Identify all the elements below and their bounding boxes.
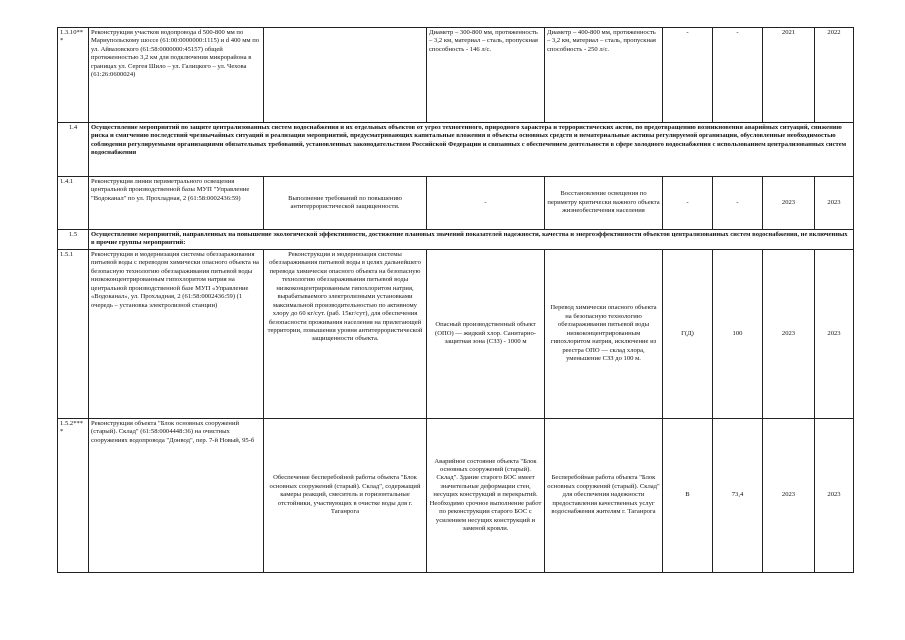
end-year: 2023 xyxy=(815,419,854,573)
state-after: Диаметр – 400-800 мм, протяженность – 3,2 км, материал – сталь, пропускная способность - 250 л/с. xyxy=(545,28,663,123)
row-number: 1.5.2*** * xyxy=(58,419,89,573)
start-year: 2021 xyxy=(763,28,815,123)
table-row xyxy=(58,419,854,573)
measure-cost: - xyxy=(713,177,763,230)
measures-table xyxy=(57,27,854,573)
measure-goal: Обеспечение бесперебойной работы объекта "Блок основных сооружений (старый). Склад", содержащий камеры реакций, смеситель и горизонтальные отстойники, участвующих в очистке воды для г. Таганрога xyxy=(264,419,427,573)
measure-goal: Реконструкция и модернизация системы обеззараживания питьевой воды в целях дальнейшего перевода химически опасного объекта на безопасную технологию обеззараживания питьевой воды низкоконцентрированным гипохлоритом натрия, вырабатываемого электролизными установками максимальной производительностью по активному хлору до 60 кг/сут. (раб. 15кг/сут), для обеспечения безопасности проживания населения на прилегающей территории, повышения уровня антитеррористической защищенности объекта. xyxy=(264,250,427,419)
state-after: Перевод химически опасного объекта на безопасную технологию обеззараживания питьевой воды низкоконцентрированным гипохлоритом натрия, исключение из реестра ОПО — склад хлора, уменьшение СЗЗ до 100 м. xyxy=(545,250,663,419)
measure-name: Реконструкция объекта "Блок основных сооружений (старый). Склад" (61:58:0004448:36) на очистных сооружениях водопровода "Донвод", пер. 7-й Новый, 95-б xyxy=(89,419,264,573)
section-row xyxy=(58,123,854,177)
measure-name: Реконструкция участков водопровода d 500-800 мм по Мариупольскому шоссе (61:00:0000000:1115) и d 400 мм по ул. Айвазовского (61:58:0000000:45157) общей протяженностью 3,2 км для подключения микрорайона в границах ул. Сергея Шило – ул. Галицкого – ул. Чехова (61:26:0600024) xyxy=(89,28,264,123)
start-year: 2023 xyxy=(763,250,815,419)
state-before: Опасный производственный объект (ОПО) — жидкий хлор. Санитарно-защитная зона (СЗЗ) - 1000 м xyxy=(427,250,545,419)
measure-group: В xyxy=(663,419,713,573)
section-row xyxy=(58,230,854,250)
state-before: - xyxy=(427,177,545,230)
measure-group: Г(Д) xyxy=(663,250,713,419)
state-before: Аварийное состояние объекта "Блок основных сооружений (старый). Склад". Здание старого БОС имеет значительные деформации стен, несущих конструкций и перекрытий. Необходимо срочное выполнение работ по реконструкции старого БОС с усилением несущих конструкций и заменой кровли. xyxy=(427,419,545,573)
table-row xyxy=(58,177,854,230)
state-after: Бесперебойная работа объекта "Блок основных сооружений (старый). Склад" для обеспечения надежности предоставления качественных услуг водоснабжения жителям г. Таганрога xyxy=(545,419,663,573)
start-year: 2023 xyxy=(763,419,815,573)
end-year: 2023 xyxy=(815,250,854,419)
section-heading: Осуществление мероприятий по защите централизованных систем водоснабжения и их отдельных объектов от угроз техногенного, природного характера и террористических актов, по предотвращению возникновения аварийных ситуаций, снижению риска и смягчению последствий чрезвычайных ситуаций и реализация мероприятий, предусматривающих капитальные вложения в объекты основных средств и нематериальные активы регулируемой организации, обусловленные необходимостью соблюдения регулируемыми организациями обязательных требований, установленных законодательством Российской Федерации и связанных с обеспечением деятельности в сфере холодного водоснабжения с использованием централизованных систем водоснабжения xyxy=(89,123,854,177)
measure-cost: - xyxy=(713,28,763,123)
table-row xyxy=(58,250,854,419)
table-row xyxy=(58,28,854,123)
row-number: 1.4.1 xyxy=(58,177,89,230)
measure-goal: Выполнение требований по повышению антитеррористической защищенности. xyxy=(264,177,427,230)
state-after: Восстановление освещения по периметру критически важного объекта жизнеобеспечения населения xyxy=(545,177,663,230)
measure-group: - xyxy=(663,28,713,123)
section-number: 1.4 xyxy=(58,123,89,177)
measure-cost: 100 xyxy=(713,250,763,419)
measure-name: Реконструкция и модернизация системы обеззараживания питьевой воды с переводом химически опасного объекта на безопасную технологию обеззараживания питьевой воды низкоконцентрированным гипохлоритом натрия на центральной производственной базе МУП «Управление «Водоканал», ул. Прохладная, 2 (61:58:0002436:59) (1 очередь – установка электролизной станции) xyxy=(89,250,264,419)
measure-cost: 73,4 xyxy=(713,419,763,573)
state-before: Диаметр – 300-800 мм, протяженность – 3,2 км, материал – сталь, пропускная способность - 146 л/с. xyxy=(427,28,545,123)
measure-group: - xyxy=(663,177,713,230)
start-year: 2023 xyxy=(763,177,815,230)
end-year: 2022 xyxy=(815,28,854,123)
end-year: 2023 xyxy=(815,177,854,230)
section-number: 1.5 xyxy=(58,230,89,250)
row-number: 1.3.10** * xyxy=(58,28,89,123)
section-heading: Осуществление мероприятий, направленных на повышение экологической эффективности, достижение плановых значений показателей надежности, качества и энергоэффективности объектов централизованных систем водоснабжения, не включенных в прочие группы мероприятий: xyxy=(89,230,854,250)
measure-goal xyxy=(264,28,427,123)
row-number: 1.5.1 xyxy=(58,250,89,419)
measure-name: Реконструкция линии периметрального освещения центральной производственной базы МУП "Управление "Водоканал" по ул. Прохладная, 2 (61:58:0002436:59) xyxy=(89,177,264,230)
